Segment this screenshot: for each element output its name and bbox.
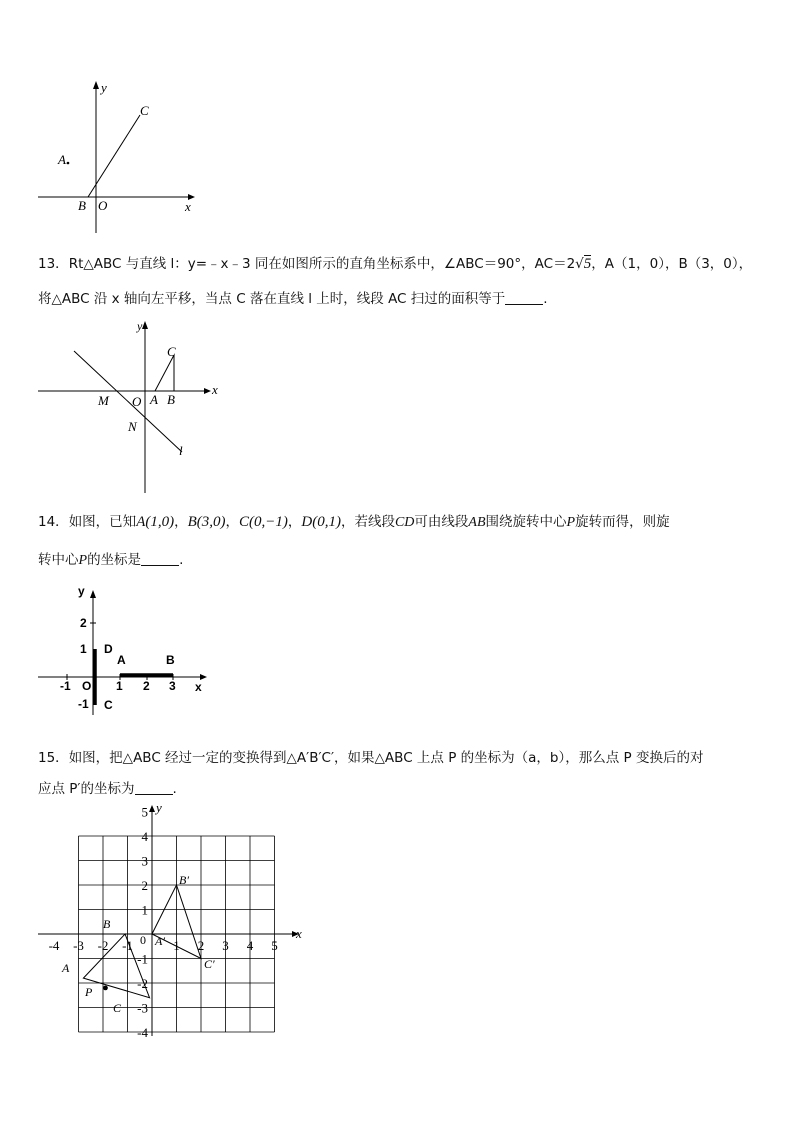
question-14 xyxy=(38,512,758,533)
x-tick-label: -2 xyxy=(97,938,109,953)
zero-label: 0 xyxy=(140,933,146,947)
question-15 xyxy=(38,748,758,768)
sqrt-value: 5 xyxy=(583,256,592,272)
ytick-2-label: 2 xyxy=(80,616,87,630)
q13-line1-a: Rt△ABC 与直线 l：y=﹣x﹣3 同在如图所示的直角坐标系中，∠ABC＝90°，AC＝2 xyxy=(68,256,576,272)
axis-tick-labels xyxy=(49,805,278,1041)
b-label: B xyxy=(167,392,175,407)
answer-blank-13[interactable] xyxy=(505,291,543,305)
q15-line2: 应点 P′的坐标为 xyxy=(38,781,135,797)
y-axis-arrow xyxy=(93,81,99,89)
d-label: D xyxy=(104,642,113,656)
answer-blank-14[interactable] xyxy=(141,552,179,566)
c-label: C xyxy=(104,698,113,712)
segment-ab: AB xyxy=(468,515,486,530)
b-label: B xyxy=(166,653,175,667)
q15-line1: 如图，把△ABC 经过一定的变换得到△A′B′C′，如果△ABC 上点 P 的坐标为（a，b），那么点 P 变换后的对 xyxy=(68,750,704,766)
question-13-line2 xyxy=(38,289,758,309)
q15-number: 15． xyxy=(38,750,69,766)
y-tick-label: 5 xyxy=(141,804,148,820)
q13-line2: 将△ABC 沿 x 轴向左平移，当点 C 落在直线 l 上时，线段 AC 扫过的面积等于 xyxy=(38,291,506,307)
b1-label: B′ xyxy=(179,873,189,887)
ytick-neg1-label: -1 xyxy=(78,697,89,711)
point-p-2: P xyxy=(78,553,88,568)
b-label: B xyxy=(103,917,111,931)
a-label: A xyxy=(150,392,158,407)
q14-text-a: ，若线段 xyxy=(340,514,395,530)
y-tick-label: -2 xyxy=(137,976,148,991)
segment-cd: CD xyxy=(394,515,415,530)
c-label: C xyxy=(140,103,149,118)
q15-line2-end: . xyxy=(172,781,177,797)
x-label: x xyxy=(185,199,191,214)
l-label: l xyxy=(179,443,183,458)
x-tick-label: 1 xyxy=(173,938,180,953)
xtick-neg1-label: -1 xyxy=(60,679,71,693)
a1-label: A′ xyxy=(155,934,165,948)
a-label: A xyxy=(62,961,70,975)
sqrt-sign: √ xyxy=(575,256,584,272)
y-axis-arrow xyxy=(149,805,155,812)
y-tick-label: -4 xyxy=(137,1025,148,1040)
y-tick-label: 1 xyxy=(141,902,148,918)
question-13 xyxy=(38,254,758,274)
y-tick-label: -3 xyxy=(137,1000,148,1016)
xtick-1-label: 1 xyxy=(116,679,123,693)
c1-label: C′ xyxy=(204,957,215,971)
x-tick-label: -1 xyxy=(122,938,133,953)
x-tick-label: 5 xyxy=(271,938,278,953)
a-label: A xyxy=(117,653,126,667)
y-label: y xyxy=(137,319,143,333)
point-c-coord: C(0,−1) xyxy=(239,514,288,530)
answer-blank-15[interactable] xyxy=(135,781,173,795)
q14-figure xyxy=(30,580,220,720)
line-l xyxy=(74,351,182,452)
q14-text-b: 可由线段 xyxy=(414,514,469,530)
xtick-3-label: 3 xyxy=(169,679,176,693)
y-axis-arrow xyxy=(90,590,96,598)
y-tick-label: 2 xyxy=(141,878,148,893)
a-label: A. xyxy=(58,152,70,167)
x-tick-label: -4 xyxy=(48,938,60,953)
x-tick-label: -3 xyxy=(73,938,84,953)
x-label: x xyxy=(212,382,218,397)
b-label: B xyxy=(78,198,86,213)
q14-line2-end: . xyxy=(179,552,184,568)
x-label: x xyxy=(195,680,202,694)
q14-line2-b: 的坐标是 xyxy=(87,552,142,568)
x-tick-label: 4 xyxy=(246,938,254,953)
point-a-coord: A(1,0) xyxy=(136,514,175,530)
o-label: O xyxy=(98,198,108,213)
question-14-line2 xyxy=(38,550,758,571)
q14-intro: 如图，已知 xyxy=(68,514,137,530)
point-d-coord: D(0,1) xyxy=(301,514,341,530)
x-label: x xyxy=(296,926,302,941)
xtick-2-label: 2 xyxy=(143,679,150,693)
sep-3: ， xyxy=(287,514,302,530)
x-axis-arrow xyxy=(204,388,211,394)
p-label: P xyxy=(85,985,93,999)
c-label: C xyxy=(167,344,176,359)
c-label: C xyxy=(113,1001,122,1015)
o-label: O xyxy=(132,394,142,409)
y-tick-label: -1 xyxy=(137,951,148,967)
y-label: y xyxy=(101,80,107,95)
q14-text-c: 围绕旋转中心 xyxy=(485,514,567,530)
q13-line1-b: ，A（1，0），B（3，0）， xyxy=(591,256,753,272)
x-tick-label: 2 xyxy=(197,938,205,953)
o-label: O xyxy=(82,679,92,693)
point-b-coord: B(3,0) xyxy=(187,514,226,530)
q12-figure xyxy=(30,75,210,235)
ytick-1-label: 1 xyxy=(80,642,87,656)
q13-figure xyxy=(30,315,230,495)
q14-line2-a: 转中心 xyxy=(38,552,79,568)
q13-line2-end: . xyxy=(543,291,548,307)
y-label: y xyxy=(78,584,85,598)
point-p-dot xyxy=(103,986,108,991)
q15-figure xyxy=(30,800,320,1040)
y-axis-arrow xyxy=(142,321,148,329)
q13-number: 13． xyxy=(38,256,69,272)
q14-text-d: 旋转而得，则旋 xyxy=(575,514,670,530)
sep-1: ， xyxy=(174,514,188,530)
x-tick-label: 3 xyxy=(222,938,229,953)
n-label: N xyxy=(128,419,137,434)
y-tick-label: 4 xyxy=(141,829,148,844)
y-label: y xyxy=(156,800,162,815)
segment-ac xyxy=(155,355,174,391)
m-label: M xyxy=(98,393,109,408)
question-15-line2 xyxy=(38,779,758,799)
q14-number: 14． xyxy=(38,514,69,530)
point-p: P xyxy=(566,515,576,530)
sep-2: ， xyxy=(225,514,239,530)
y-tick-label: 3 xyxy=(141,853,148,869)
